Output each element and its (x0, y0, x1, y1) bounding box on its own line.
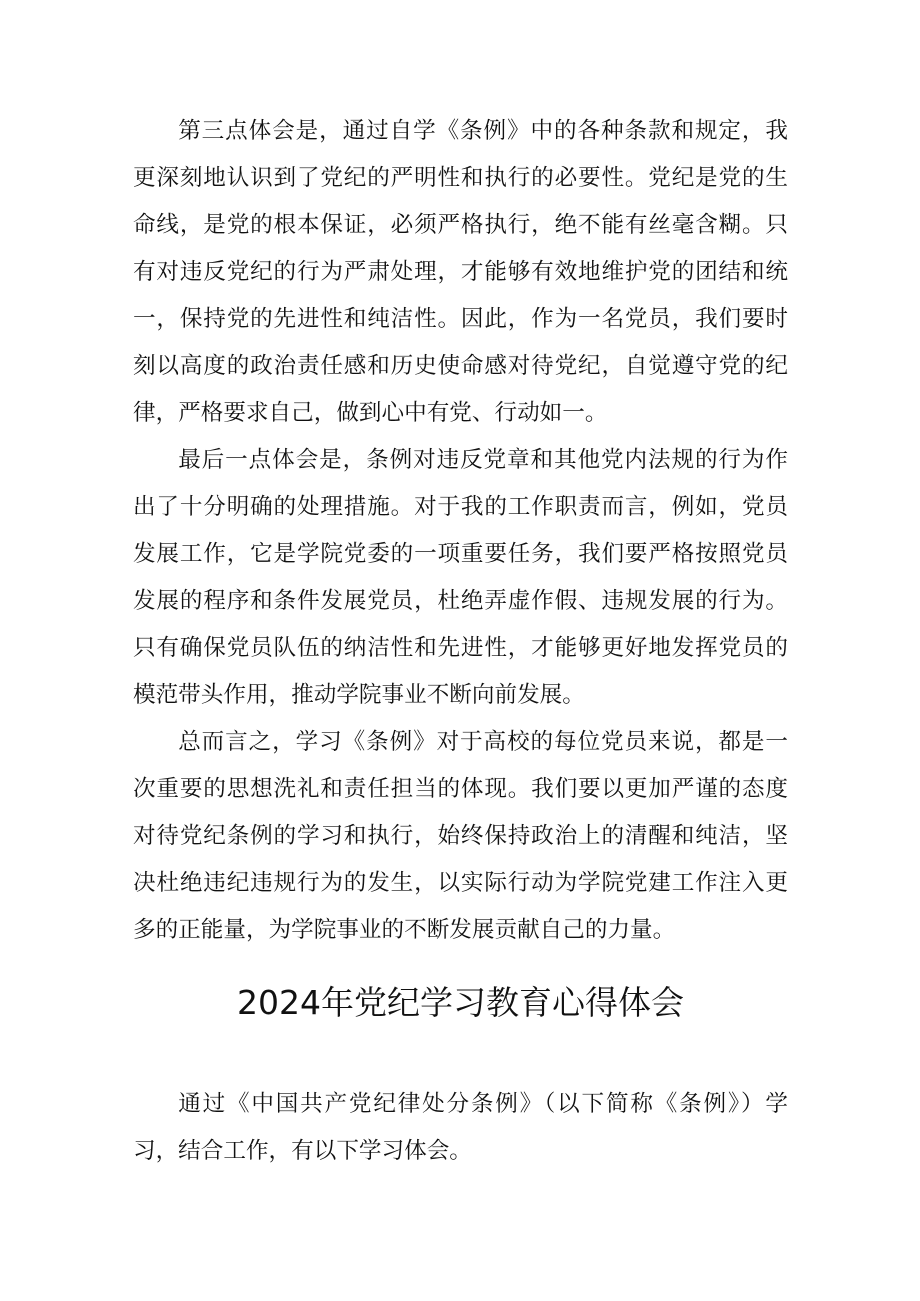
upper-text-block (133, 108, 788, 954)
lower-text-block (133, 1081, 788, 1175)
document-title: 2024年党纪学习教育心得体会 (237, 983, 684, 1022)
paragraph-third-insight: 第三点体会是，通过自学《条例》中的各种条款和规定，我更深刻地认识到了党纪的严明性和执行的必要性。党纪是党的生命线，是党的根本保证，必须严格执行，绝不能有丝毫含糊。只有对违反党纪的行为严肃处理，才能够有效地维护党的团结和统一，保持党的先进性和纯洁性。因此，作为一名党员，我们要时刻以高度的政治责任感和历史使命感对待党纪，自觉遵守党的纪律，严格要求自己，做到心中有党、行动如一。 (133, 118, 788, 426)
paragraph-conclusion: 总而言之，学习《条例》对于高校的每位党员来说，都是一次重要的思想洗礼和责任担当的体现。我们要以更加严谨的态度对待党纪条例的学习和执行，始终保持政治上的清醒和纯洁，坚决杜绝违纪违规行为的发生，以实际行动为学院党建工作注入更多的正能量，为学院事业的不断发展贡献自己的力量。 (133, 729, 788, 943)
paragraph-last-insight: 最后一点体会是，条例对违反党章和其他党内法规的行为作出了十分明确的处理措施。对于我的工作职责而言，例如，党员发展工作，它是学院党委的一项重要任务，我们要严格按照党员发展的程序和条件发展党员，杜绝弄虚作假、违规发展的行为。只有确保党员队伍的纳洁性和先进性，才能够更好地发挥党员的模范带头作用，推动学院事业不断向前发展。 (133, 447, 788, 708)
paragraph-intro: 通过《中国共产党纪律处分条例》（以下简称《条例》）学习，结合工作，有以下学习体会。 (133, 1091, 788, 1164)
